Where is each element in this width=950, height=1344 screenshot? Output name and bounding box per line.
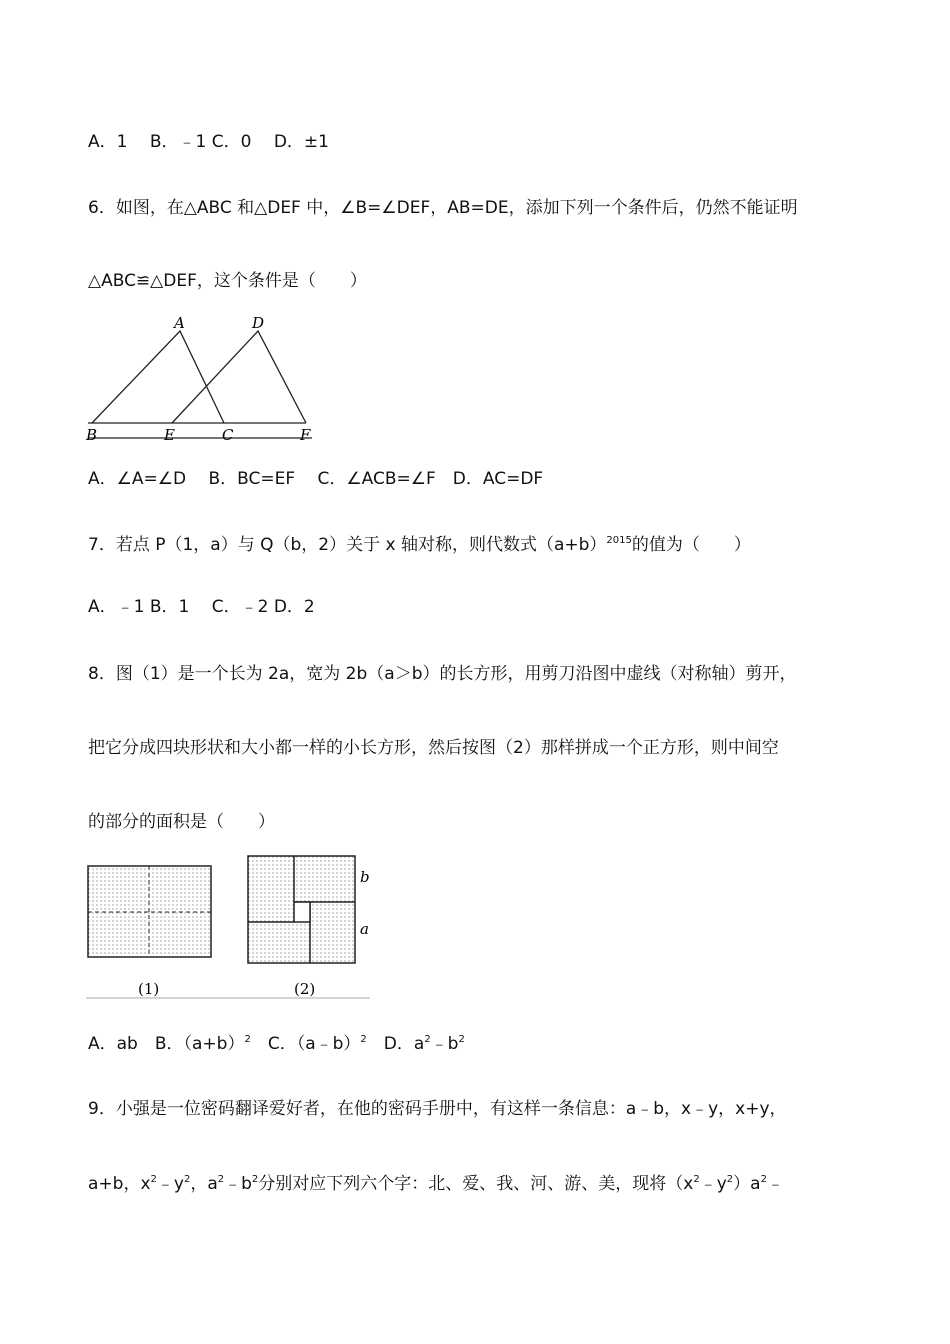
q8-option-c-exp: 2 (360, 1034, 367, 1045)
fig1-caption: (1) (138, 980, 160, 998)
q8-stem-line1: 8．图（1）是一个长为 2a，宽为 2b（a＞b）的长方形，用剪刀沿图中虚线（对称轴）剪开， (88, 664, 797, 684)
q8-stem-line3: 的部分的面积是（ ） (88, 812, 275, 832)
q7-exponent: 2015 (606, 535, 632, 546)
fig2-caption: (2) (294, 980, 316, 998)
q8-option-d-mid: ﹣b (430, 1034, 459, 1054)
label-a: A (174, 314, 185, 332)
q9-exp: 2 (251, 1174, 259, 1185)
q6-stem-line1: 6．如图，在△ABC 和△DEF 中，∠B=∠DEF，AB=DE，添加下列一个条件后，仍然不能证明 (88, 198, 798, 218)
label-b: B (86, 426, 98, 444)
q6-stem-line2: △ABC≌△DEF，这个条件是（ ） (88, 271, 367, 291)
q7-stem-pre: 7．若点 P（1，a）与 Q（b，2）关于 x 轴对称，则代数式（a+b） (88, 535, 607, 555)
fig2-center-hole (294, 902, 310, 922)
q6-options: A．∠A=∠D B．BC=EF C．∠ACB=∠F D．AC=DF (88, 469, 544, 489)
q8-option-b-exp: 2 (244, 1034, 251, 1045)
q9-part: ﹣y (699, 1174, 727, 1194)
q7-stem (88, 534, 751, 556)
q9-exp: 2 (150, 1174, 157, 1185)
q5-options: A．1 B．﹣1 C．0 D．±1 (88, 132, 329, 152)
q9-part: 分别对应下列六个字：北、爱、我、河、游、美，现将（x (258, 1174, 694, 1194)
q9-exp: 2 (217, 1174, 225, 1185)
q9-exp: 2 (693, 1174, 700, 1185)
fig2-label-b: b (360, 868, 370, 886)
label-e: E (164, 426, 175, 444)
q8-option-c: C．（a﹣b） (250, 1034, 361, 1054)
q8-option-a-b: A．ab B．（a+b） (88, 1034, 245, 1054)
q8-rectangle-figures (84, 852, 374, 1002)
q8-option-d-exp1: 2 (424, 1034, 431, 1045)
q6-triangle-figure (84, 312, 320, 447)
q9-part: ﹣b (224, 1174, 252, 1194)
q7-stem-post: 的值为（ ） (631, 535, 751, 555)
label-d: D (252, 314, 265, 332)
q8-option-d: D．a (366, 1034, 425, 1054)
q7-options: A．﹣1 B．1 C．﹣2 D．2 (88, 597, 315, 617)
q9-part: ﹣ (766, 1174, 784, 1194)
fig2-label-a: a (360, 920, 369, 938)
label-f: F (300, 426, 311, 444)
q9-part: ）a (733, 1174, 761, 1194)
q9-part: ，a (190, 1174, 218, 1194)
q9-exp: 2 (726, 1174, 734, 1185)
q9-stem-line2 (88, 1173, 784, 1195)
q9-exp: 2 (760, 1174, 767, 1185)
q9-part: a+b，x (88, 1174, 151, 1194)
q9-exp: 2 (183, 1174, 191, 1185)
q8-option-d-exp2: 2 (458, 1034, 465, 1045)
q8-options (88, 1033, 465, 1055)
q9-stem-line1: 9．小强是一位密码翻译爱好者，在他的密码手册中，有这样一条信息：a﹣b，x﹣y，x+y， (88, 1099, 787, 1119)
q9-part: ﹣y (156, 1174, 184, 1194)
triangle-abc (92, 331, 224, 423)
label-c: C (222, 426, 234, 444)
triangle-def (172, 331, 306, 423)
q8-stem-line2: 把它分成四块形状和大小都一样的小长方形，然后按图（2）那样拼成一个正方形，则中间空 (88, 738, 779, 758)
